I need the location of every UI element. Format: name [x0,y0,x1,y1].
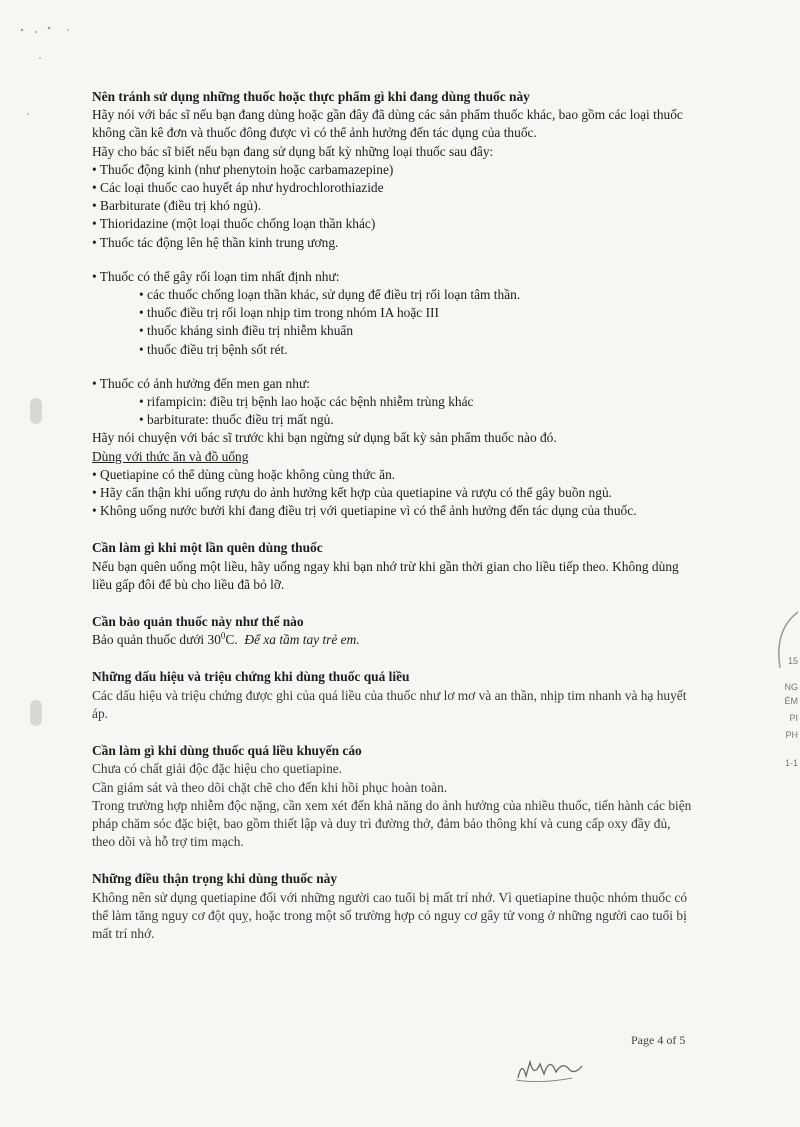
handwritten-initials [512,1048,592,1088]
punch-hole-artifact [30,398,42,424]
list-item: • Thuốc tác động lên hệ thần kinh trung ương. [92,234,339,250]
document-body [92,88,696,943]
list-item: • Các loại thuốc cao huyết áp như hydrochlorothiazide [92,180,384,196]
sub-list-item: • các thuốc chống loạn thần khác, sử dụng để điều trị rối loạn tâm thần. [139,287,521,303]
section-title-overdose-signs: Những dấu hiệu và triệu chứng khi dùng thuốc quá liều [92,669,410,685]
section-title-precautions: Những điều thận trọng khi dùng thuốc này [92,871,338,887]
list-item: • Thuốc động kinh (như phenytoin hoặc carbamazepine) [92,161,394,177]
sub-list-item: • thuốc điều trị bệnh sốt rét. [139,341,288,357]
list-heading-arrhythmia: • Thuốc có thể gây rối loạn tim nhất định như: [92,268,340,284]
edge-stamp-text: ÉM [784,696,798,706]
edge-stamp-text: NG [784,682,798,692]
section-title-interactions: Nên tránh sử dụng những thuốc hoặc thực phẩm gì khi đang dùng thuốc này [92,89,530,104]
edge-stamp-text: 15 [787,656,798,666]
list-item: • Không uống nước bưởi khi đang điều trị với quetiapine vì có thể ảnh hưởng đến tác dụng của thuốc. [92,503,637,519]
edge-stamp-text: 1-1 [784,758,798,768]
list-item: • Quetiapine có thể dùng cùng hoặc không cùng thức ăn. [92,466,396,482]
paragraph: Nếu bạn quên uống một liều, hãy uống ngay khi bạn nhớ trừ khi gần thời gian cho liều tiếp theo. Không dùng liều gấp đôi để bù cho liều đã bỏ lỡ. [92,558,679,592]
paragraph: Chưa có chất giải độc đặc hiệu cho quetiapine. [92,761,343,777]
punch-hole-artifact [30,700,42,726]
list-item: • Barbiturate (điều trị khó ngủ). [92,198,262,214]
storage-unit: C. [225,632,238,648]
section-title-storage: Cần bảo quản thuốc này như thế nào [92,614,304,630]
section-title-overdose-action: Cần làm gì khi dùng thuốc quá liều khuyến cáo [92,743,362,759]
list-item: • Hãy cẩn thận khi uống rượu do ảnh hưởng kết hợp của quetiapine và rượu có thể gây buồn ngủ. [92,485,612,501]
paragraph: Trong trường hợp nhiễm độc nặng, cần xem xét đến khả năng do ảnh hưởng của nhiều thuốc, tiến hành các biện pháp chăm sóc đặc biệt, bao gồm thiết lập và duy trì đường thở, đảm bảo thông khí và cung cấp oxy đầy đủ, theo dõi và hỗ trợ tim mạch. [92,797,692,850]
edge-stamp-text: PH [785,730,798,740]
storage-paragraph [92,631,696,649]
sub-list-item: • thuốc kháng sinh điều trị nhiễm khuẩn [139,323,354,339]
scan-specks [0,0,90,120]
subheading-food-drink: Dùng với thức ăn và đồ uống [92,448,249,464]
sub-list-item: • barbiturate: thuốc điều trị mất ngủ. [139,412,334,428]
storage-text: Bảo quản thuốc dưới 30 [92,632,221,648]
paragraph: Hãy cho bác sĩ biết nếu bạn đang sử dụng bất kỳ những loại thuốc sau đây: [92,143,494,159]
section-title-missed-dose: Cần làm gì khi một lần quên dùng thuốc [92,540,323,556]
list-item: • Thioridazine (một loại thuốc chống loạn thần khác) [92,216,376,232]
edge-stamp-fragment [764,600,800,770]
list-heading-liver: • Thuốc có ảnh hưởng đến men gan như: [92,375,310,391]
storage-warning: Để xa tầm tay trẻ em. [244,632,360,648]
paragraph: Các dấu hiệu và triệu chứng được ghi của quá liều của thuốc như lơ mơ và an thần, nhịp tim nhanh và hạ huyết áp. [92,687,687,721]
sub-list-item: • thuốc điều trị rối loạn nhịp tim trong nhóm IA hoặc III [139,305,439,321]
paragraph: Cần giám sát và theo dõi chặt chẽ cho đến khi hồi phục hoàn toàn. [92,779,448,795]
edge-stamp-text: PI [789,713,798,723]
paragraph: Hãy nói với bác sĩ nếu bạn đang dùng hoặc gần đây đã dùng các sản phẩm thuốc khác, bao gồm các loại thuốc không cần kê đơn và thuốc đông được vì có thể ảnh hưởng đến tác dụng của thuốc. [92,107,683,141]
degree-superscript: 0 [220,630,226,641]
paragraph: Không nên sử dụng quetiapine đối với những người cao tuổi bị mất trí nhớ. Vì quetiapine thuộc nhóm thuốc có thể làm tăng nguy cơ đột quỵ, hoặc trong một số trường hợp có nguy cơ gây tử vong ở những người cao tuổi bị mất trí nhớ. [92,889,688,941]
sub-list-item: • rifampicin: điều trị bệnh lao hoặc các bệnh nhiễm trùng khác [139,394,474,410]
paragraph: Hãy nói chuyện với bác sĩ trước khi bạn ngừng sử dụng bất kỳ sản phẩm thuốc nào đó. [92,430,557,446]
page-number: Page 4 of 5 [631,1033,686,1047]
